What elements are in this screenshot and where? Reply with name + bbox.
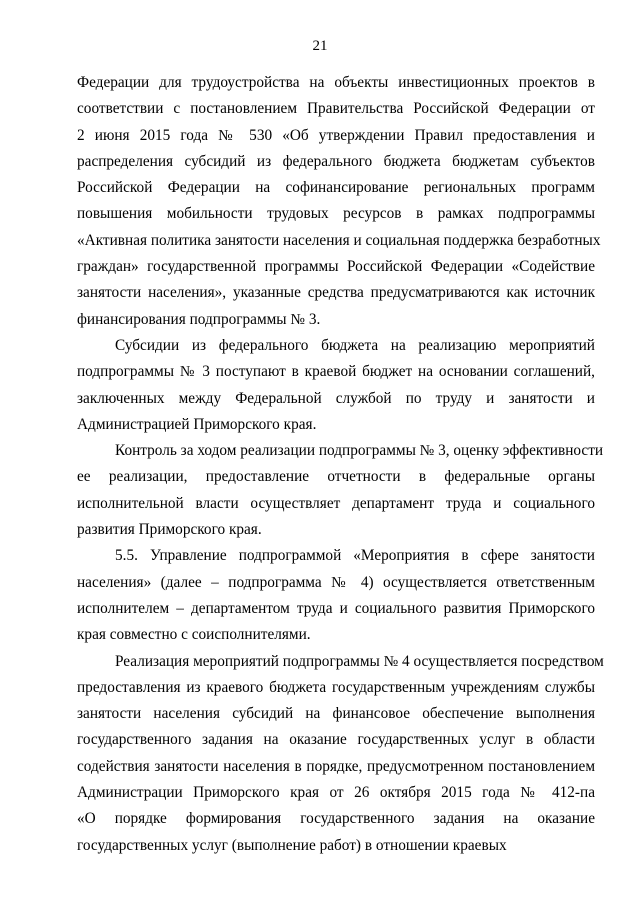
- text-line: государственных услуг (выполнение работ) в отношении краевых: [77, 836, 507, 854]
- text-line: ее реализации, предоставление отчетности в федеральные органы: [77, 468, 595, 486]
- paragraph: [77, 543, 595, 648]
- text-line: Контроль за ходом реализации подпрограммы № 3, оценку эффективности: [115, 442, 604, 460]
- text-line: соответствии с постановлением Правительства Российской Федерации от: [77, 100, 595, 118]
- text-line: занятости населения субсидий на финансовое обеспечение выполнения: [77, 705, 595, 723]
- text-line: «Активная политика занятости населения и социальная поддержка безработных: [77, 231, 601, 249]
- text-line: края совместно с соисполнителями.: [77, 626, 311, 644]
- text-line: Администрацией Приморского края.: [77, 415, 317, 433]
- text-line: подпрограммы № 3 поступают в краевой бюджет на основании соглашений,: [77, 363, 595, 381]
- text-line: предоставления из краевого бюджета государственным учреждениям службы: [77, 678, 595, 696]
- text-line: граждан» государственной программы Российской Федерации «Содействие: [77, 258, 595, 276]
- paragraph: [77, 70, 601, 333]
- text-line: развития Приморского края.: [77, 521, 262, 539]
- text-line: Российской Федерации на софинансирование региональных программ: [77, 179, 595, 197]
- text-line: 5.5. Управление подпрограммой «Мероприятия в сфере занятости: [115, 547, 595, 565]
- text-line: финансирования подпрограммы № 3.: [77, 310, 321, 328]
- paragraph: [77, 649, 604, 859]
- paragraph: [77, 333, 595, 438]
- text-line: занятости населения», указанные средства предусматриваются как источник: [77, 284, 595, 302]
- text-line: распределения субсидий из федерального бюджета бюджетам субъектов: [77, 152, 595, 170]
- paragraph: [77, 438, 604, 543]
- text-line: Реализация мероприятий подпрограммы № 4 осуществляется посредством: [115, 652, 604, 670]
- text-line: Субсидии из федерального бюджета на реализацию мероприятий: [115, 336, 595, 354]
- text-line: «О порядке формирования государственного задания на оказание: [77, 810, 595, 828]
- text-line: 2 июня 2015 года № 530 «Об утверждении Правил предоставления и: [77, 126, 595, 144]
- text-line: Федерации для трудоустройства на объекты инвестиционных проектов в: [77, 74, 595, 91]
- text-line: населения» (далее – подпрограмма № 4) осуществляется ответственным: [77, 573, 595, 591]
- document-body: [77, 70, 604, 859]
- text-line: исполнительной власти осуществляет департамент труда и социального: [77, 494, 595, 512]
- text-line: исполнителем – департаментом труда и социального развития Приморского: [77, 599, 595, 617]
- text-line: содействия занятости населения в порядке, предусмотренном постановлением: [77, 757, 595, 775]
- text-line: государственного задания на оказание государственных услуг в области: [77, 731, 595, 749]
- text-line: Администрации Приморского края от 26 октября 2015 года № 412-па: [77, 784, 595, 802]
- text-line: заключенных между Федеральной службой по труду и занятости и: [77, 389, 595, 407]
- text-line: повышения мобильности трудовых ресурсов в рамках подпрограммы: [77, 205, 595, 223]
- page-number: 21: [312, 38, 328, 54]
